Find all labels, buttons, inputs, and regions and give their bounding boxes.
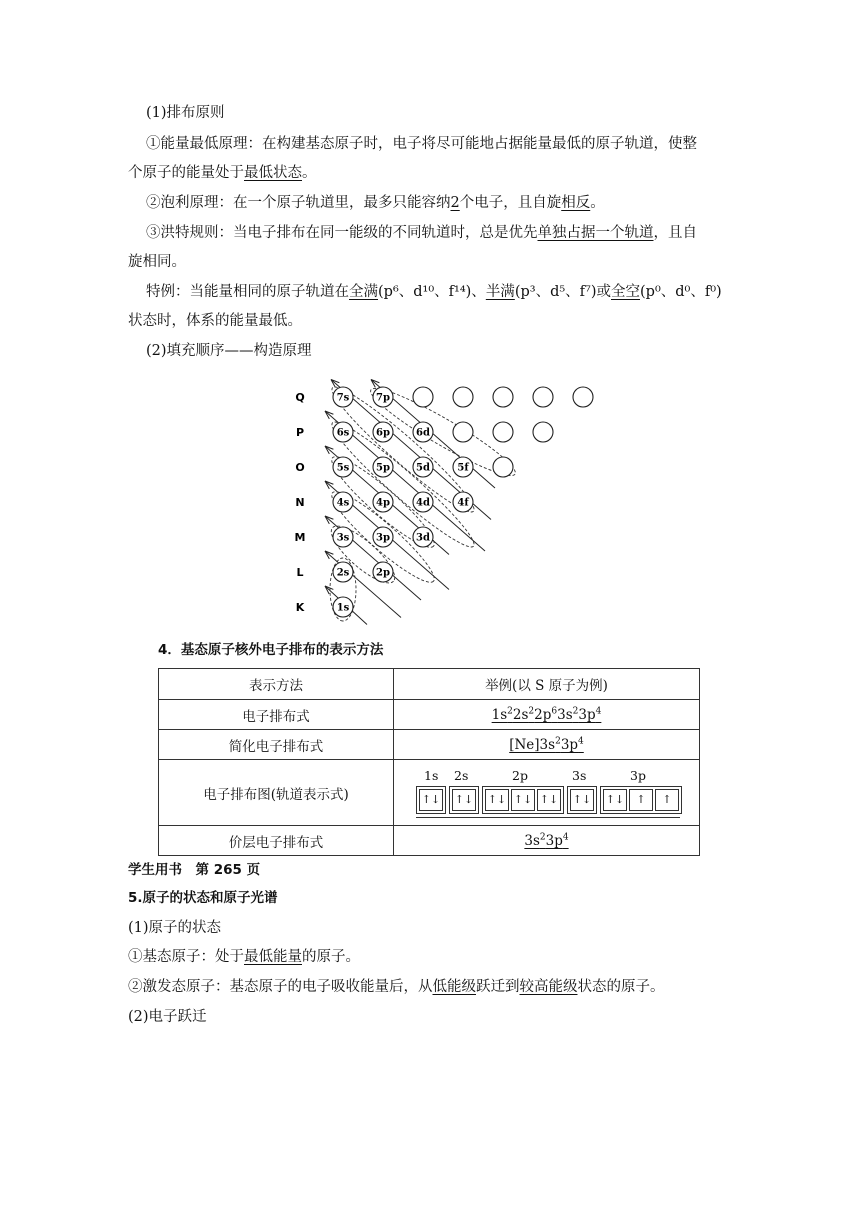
table-cell-method: 电子排布图(轨道表示式) <box>159 760 394 826</box>
orbital-label: 2p <box>376 567 390 579</box>
answer-higher-level: 较高能级 <box>519 979 578 995</box>
heading-atom-state: (1)原子的状态 <box>128 920 222 936</box>
dashed-loop <box>324 518 402 591</box>
table-header-example: 举例(以 S 原子为例) <box>394 669 700 700</box>
answer-lowest-energy: 最低能量 <box>244 949 302 965</box>
orbital-label: 6p <box>376 427 390 439</box>
table-cell-method: 简化电子排布式 <box>159 730 394 760</box>
orbital-box: ↑↓ <box>511 789 535 811</box>
paragraph-ground-state: ①基态原子：处于最低能量的原子。 <box>128 949 360 965</box>
orbital-box: ↑ <box>655 789 679 811</box>
answer-lowest-state: 最低状态 <box>244 165 302 181</box>
orbital-box: ↑↓ <box>570 789 594 811</box>
orbital-label: 3s <box>336 532 350 544</box>
orbital-label: 4f <box>457 497 469 509</box>
answer-two: 2 <box>450 195 460 211</box>
orbital-circle <box>493 457 513 477</box>
answer-opposite: 相反 <box>561 195 591 211</box>
shell-label: N <box>295 496 305 509</box>
orbital-label: 7p <box>376 392 390 404</box>
orbital-box: ↑↓ <box>419 789 443 811</box>
orbital-circle <box>413 387 433 407</box>
orbital-box: ↑↓ <box>537 789 561 811</box>
orbital-box: ↑↓ <box>452 789 476 811</box>
shell-label: O <box>295 461 305 474</box>
orbital-box-group <box>567 786 597 814</box>
orbital-circle <box>493 422 513 442</box>
orbital-label: 1s <box>424 767 439 783</box>
heading-electron-transition: (2)电子跃迁 <box>128 1009 207 1025</box>
table-cell-method: 价层电子排布式 <box>159 826 394 856</box>
paragraph-excited-state: ②激发态原子：基态原子的电子吸收能量后，从低能级跃迁到较高能级状态的原子。 <box>128 979 665 995</box>
table-header-method: 表示方法 <box>159 669 394 700</box>
orbital-label: 4d <box>416 497 430 509</box>
answer-full: 全满 <box>349 284 378 300</box>
orbital-circle <box>573 387 593 407</box>
orbital-box-group <box>416 786 446 814</box>
orbital-box: ↑↓ <box>603 789 627 811</box>
paragraph-pauli: ②泡利原理：在一个原子轨道里，最多只能容纳2个电子，且自旋相反。 <box>146 195 605 211</box>
example-simplified-config: $[Ne]3s^23p^4$ <box>509 736 584 753</box>
shell-label: M <box>294 531 306 544</box>
table-cell-example <box>394 730 700 760</box>
orbital-circle <box>533 387 553 407</box>
answer-single-orbital: 单独占据一个轨道 <box>537 225 654 241</box>
orbital-label: 4p <box>376 497 390 509</box>
orbital-label: 3p <box>376 532 390 544</box>
orbital-label: 3p <box>630 767 646 783</box>
paragraph-lowest-energy-line2: 个原子的能量处于最低状态。 <box>128 165 317 181</box>
shell-label: L <box>296 566 304 579</box>
orbital-circle <box>453 387 473 407</box>
shell-label: Q <box>295 391 305 404</box>
orbital-circle <box>453 422 473 442</box>
section4-title: 4．基态原子核外电子排布的表示方法 <box>158 642 384 658</box>
example-valence-config: $3s^23p^4$ <box>524 832 569 849</box>
heading-filling-order: (2)填充顺序——构造原理 <box>146 343 312 359</box>
table-cell-example <box>394 826 700 856</box>
table-cell-method: 电子排布式 <box>159 700 394 730</box>
heading-arrangement-principles: (1)排布原则 <box>146 105 225 121</box>
orbital-circle <box>533 422 553 442</box>
orbital-label: 2p <box>512 767 528 783</box>
shell-label: K <box>295 601 305 614</box>
answer-empty: 全空 <box>611 284 640 300</box>
representation-table <box>158 668 700 856</box>
orbital-circle <box>493 387 513 407</box>
orbital-label: 5f <box>457 462 469 474</box>
orbital-box-group <box>482 786 564 814</box>
orbital-label: 5s <box>336 462 350 474</box>
table-cell-example <box>394 700 700 730</box>
orbital-diagram-cell <box>394 760 700 826</box>
answer-low-level: 低能级 <box>432 979 476 995</box>
orbital-label: 6s <box>336 427 350 439</box>
aufbau-diagram <box>290 375 600 625</box>
orbital-boxes <box>416 786 699 814</box>
example-electron-config: $1s^22s^22p^63s^23p^4$ <box>491 706 602 723</box>
orbital-box: ↑↓ <box>485 789 509 811</box>
orbital-label: 5d <box>416 462 430 474</box>
orbital-label: 5p <box>376 462 390 474</box>
orbital-box: ↑ <box>629 789 653 811</box>
orbital-label: 4s <box>336 497 350 509</box>
paragraph-lowest-energy-line1: ①能量最低原理：在构建基态原子时，电子将尽可能地占据能量最低的原子轨道，使整 <box>146 136 697 152</box>
section5-title: 5.原子的状态和原子光谱 <box>128 890 278 906</box>
orbital-label: 7s <box>336 392 350 404</box>
paragraph-hund-line1: ③洪特规则：当电子排布在同一能级的不同轨道时，总是优先单独占据一个轨道，且自 <box>146 225 697 241</box>
answer-half: 半满 <box>485 284 515 300</box>
orbital-label: 3d <box>416 532 430 544</box>
orbital-label: 2s <box>454 767 469 783</box>
paragraph-special-line1: 特例：当能量相同的原子轨道在全满(p⁶、d¹⁰、f¹⁴)、半满(p³、d⁵、f⁷)或全空(p⁰、d⁰、f⁰) <box>146 284 722 300</box>
orbital-box-group <box>449 786 479 814</box>
page-reference: 学生用书 第 265 页 <box>128 862 261 878</box>
paragraph-special-line2: 状态时，体系的能量最低。 <box>128 313 302 329</box>
orbital-label: 2s <box>336 567 350 579</box>
orbital-label: 1s <box>336 602 350 614</box>
paragraph-hund-line2: 旋相同。 <box>128 254 186 270</box>
shell-label: P <box>295 426 305 439</box>
orbital-label: 3s <box>572 767 587 783</box>
orbital-box-group <box>600 786 682 814</box>
orbital-label: 6d <box>416 427 430 439</box>
orbital-labels <box>394 768 699 786</box>
